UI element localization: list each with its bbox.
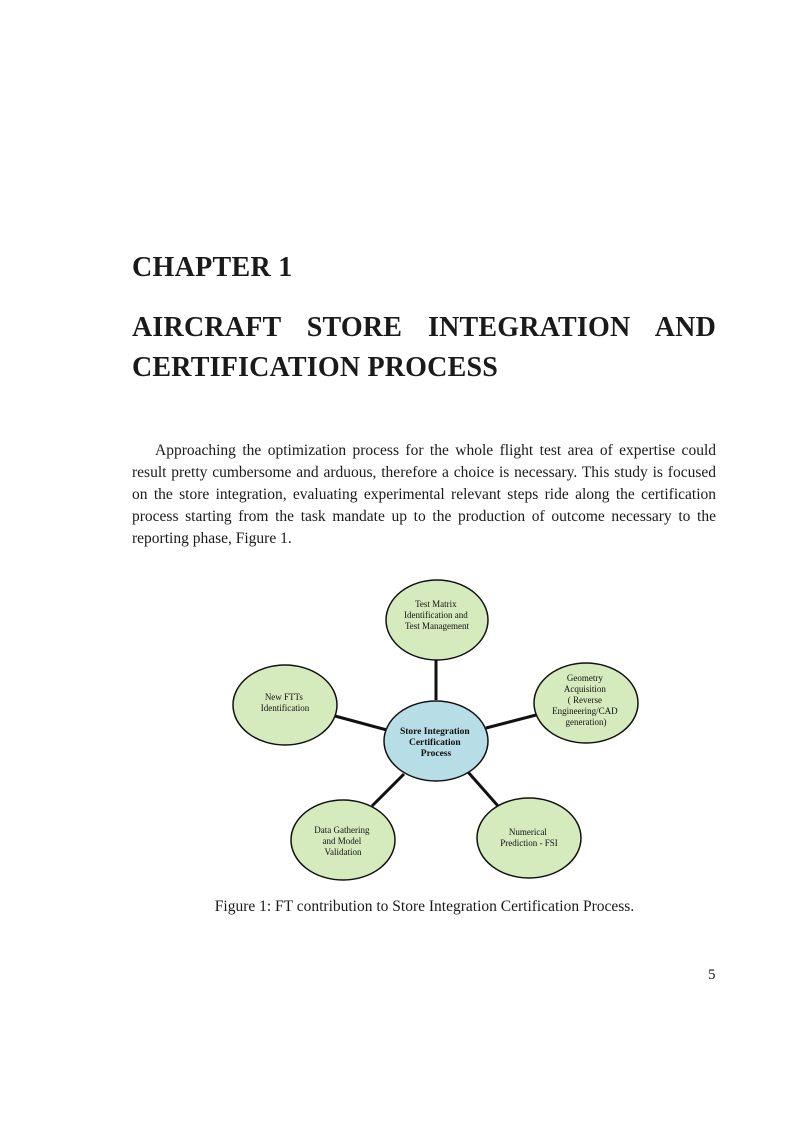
node-geometry	[534, 663, 638, 743]
figure-caption: Figure 1: FT contribution to Store Integration Certification Process.	[214, 898, 635, 915]
connector-data-gathering	[372, 774, 404, 806]
process-diagram	[0, 560, 793, 890]
figure-1	[0, 560, 793, 890]
body-paragraph: Approaching the optimization process for the whole flight test area of expertise could result pretty cumbersome and arduous, therefore a choice is necessary. This study is focused on the store integration, evaluating experimental relevant steps ride along the certification process starting from the task mandate up to the production of outcome necessary to the reporting phase, Figure 1.	[132, 442, 716, 547]
connector-numerical	[468, 772, 498, 806]
node-new-ftts-label: New FTTs Identification	[260, 692, 310, 713]
connector-geometry	[486, 714, 540, 728]
chapter-title-line-2: CERTIFICATION PROCESS	[132, 352, 498, 383]
node-numerical	[477, 798, 581, 878]
node-test-matrix	[386, 580, 488, 660]
chapter-label: CHAPTER 1	[132, 252, 293, 283]
node-data-gathering-label: Data Gathering and Model Validation	[314, 825, 370, 857]
chapter-title	[132, 308, 716, 388]
node-numerical-label: Numerical Prediction - FSI	[500, 827, 558, 848]
node-center-label: Store Integration Certification Process	[399, 727, 470, 759]
connector-new-ftts	[335, 716, 387, 730]
node-new-ftts	[233, 665, 337, 745]
node-geometry-label: Geometry Acquisition ( Reverse Engineering/CAD generation)	[552, 673, 618, 727]
node-center	[384, 701, 488, 781]
chapter-title-line-1: AIRCRAFT STORE INTEGRATION AND	[132, 312, 716, 343]
page-number: 5	[708, 967, 716, 983]
node-data-gathering	[291, 800, 395, 880]
node-test-matrix-label: Test Matrix Identification and Test Management	[404, 599, 470, 631]
